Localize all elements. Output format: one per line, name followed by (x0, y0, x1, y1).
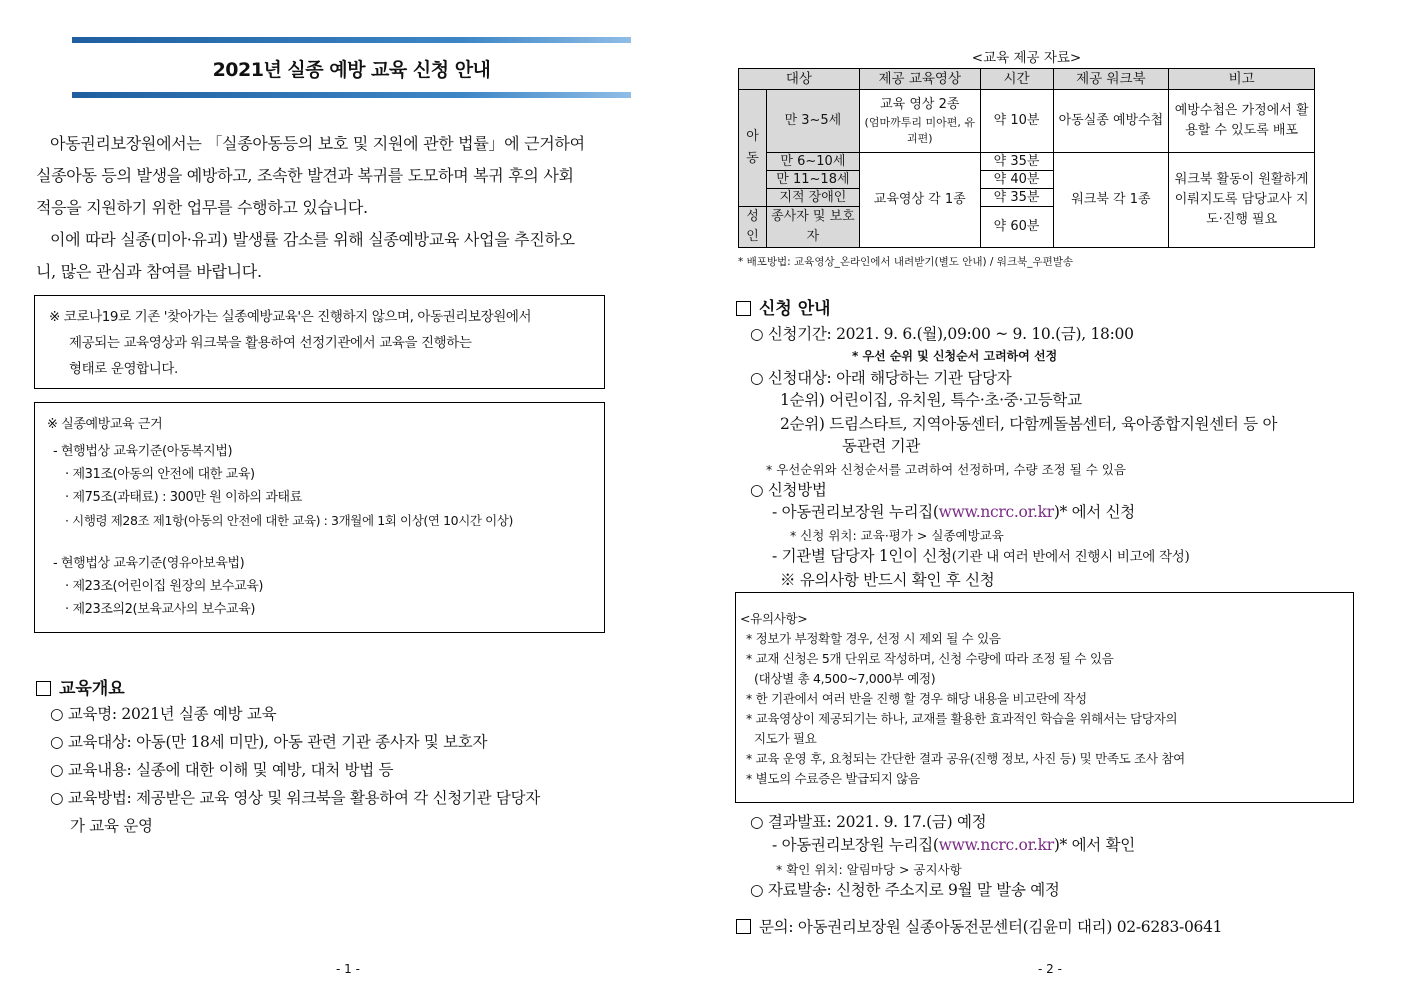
intro-line: 니, 많은 관심과 참여를 바랍니다. (36, 262, 262, 281)
apply-priority-1: 1순위) 어린이집, 유치원, 특수·초·중·고등학교 (780, 391, 1082, 409)
caution-heading: <유의사항> (740, 611, 808, 626)
contact-line (736, 913, 1222, 941)
notice-line: 제공되는 교육영상과 워크북을 활용하여 선정기관에서 교육을 진행하는 (69, 335, 472, 351)
page-title: 2021년 실종 예방 교육 신청 안내 (212, 59, 491, 81)
overview-heading (36, 674, 125, 699)
caution-line: 지도가 필요 (754, 731, 817, 746)
intro-paragraph (36, 128, 676, 288)
list-item: ○ 교육내용: 실종에 대한 이해 및 예방, 대처 방법 등 (50, 761, 394, 779)
notice-box (34, 295, 605, 389)
basis-item: · 제23조(어린이집 원장의 보수교육) (65, 579, 264, 594)
group-cell: 아동 (739, 90, 767, 207)
caution-line: * 교육영상이 제공되기는 하나, 교재를 활용한 효과적인 학습을 위해서는 담당자의 (746, 711, 1178, 726)
result-announce: ○ 결과발표: 2021. 9. 17.(금) 예정 (750, 813, 987, 831)
table-cell: 약 35분 (980, 153, 1053, 171)
caution-box (735, 592, 1354, 803)
apply-heading (736, 294, 831, 319)
basis-item: · 제23조의2(보육교사의 보수교육) (65, 602, 256, 617)
title-bar-bottom (72, 92, 631, 98)
intro-line: 실종아동 등의 발생을 예방하고, 조속한 발견과 복귀를 도모하며 복귀 후의 사회 (36, 166, 574, 185)
table-cell: 예방수첩은 가정에서 활용할 수 있도록 배포 (1169, 90, 1315, 153)
list-item: ○ 교육대상: 아동(만 18세 미만), 아동 관련 기관 종사자 및 보호자 (50, 733, 488, 751)
table-cell: 교육영상 각 1종 (859, 153, 980, 248)
caution-line: * 정보가 부정확할 경우, 선정 시 제외 될 수 있음 (746, 631, 1001, 646)
basis-box (34, 402, 605, 633)
table-caption: <교육 제공 자료> (971, 50, 1082, 66)
basis-item: · 시행령 제28조 제1항(아동의 안전에 대한 교육) : 3개월에 1회 이상(연 10시간 이상) (65, 513, 513, 528)
notice-line: 형태로 운영합니다. (69, 361, 178, 377)
page-number: - 2 - (1038, 962, 1062, 976)
table-header: 시간 (980, 69, 1053, 90)
list-item: 가 교육 운영 (70, 817, 153, 835)
title-bar-top (72, 37, 631, 43)
table-cell: 교육 영상 2종 (엄마까투리 미아편, 유괴편) (859, 90, 980, 153)
website-link[interactable]: www.ncrc.or.kr (938, 503, 1054, 521)
intro-line: 아동권리보장원에서는 「실종아동등의 보호 및 지원에 관한 법률」에 근거하여 (50, 134, 585, 153)
basis-item: · 제31조(아동의 안전에 대한 교육) (65, 467, 255, 482)
table-footnote: * 배포방법: 교육영상_온라인에서 내려받기(별도 안내) / 워크북_우편발송 (738, 256, 1074, 268)
caution-line: * 한 기관에서 여러 반을 진행 할 경우 해당 내용을 비고란에 작성 (746, 691, 1087, 706)
group-cell: 성인 (739, 207, 767, 248)
table-header: 대상 (739, 69, 860, 90)
table-cell: 워크북 각 1종 (1053, 153, 1169, 248)
checkbox-square-icon (736, 919, 751, 934)
apply-period-note: * 우선 순위 및 신청순서 고려하여 선정 (852, 349, 1058, 363)
caution-line: (대상별 총 4,500~7,000부 예정) (754, 671, 936, 686)
apply-heading-text: 신청 안내 (759, 299, 831, 319)
table-cell: 만 11~18세 (766, 171, 859, 189)
basis-item: · 제75조(과태료) : 300만 원 이하의 과태료 (65, 490, 302, 505)
table-cell: 만 3~5세 (766, 90, 859, 153)
table-cell: 약 40분 (980, 171, 1053, 189)
table-cell: 약 35분 (980, 189, 1053, 207)
checkbox-square-icon (736, 301, 751, 316)
apply-priority-2: 2순위) 드림스타트, 지역아동센터, 다함께돌봄센터, 육아종합지원센터 등 아 (780, 415, 1278, 433)
apply-method-3: ※ 유의사항 반드시 확인 후 신청 (780, 571, 995, 589)
website-link[interactable]: www.ncrc.or.kr (938, 836, 1054, 854)
table-cell: 약 60분 (980, 207, 1053, 248)
table-cell: 워크북 활동이 원활하게 이뤄지도록 담당교사 지도·진행 필요 (1169, 153, 1315, 248)
result-check-note: * 확인 위치: 알림마당 > 공지사항 (776, 862, 962, 877)
basis-law: - 현행법상 교육기준(영유아보육법) (53, 556, 245, 571)
page-number: - 1 - (336, 962, 360, 976)
table-header: 제공 교육영상 (859, 69, 980, 90)
table-cell: 약 10분 (980, 90, 1053, 153)
materials-table (738, 68, 1315, 248)
contact-text: 문의: 아동권리보장원 실종아동전문센터(김윤미 대리) 02-6283-0641 (759, 918, 1223, 936)
overview-heading-text: 교육개요 (59, 679, 125, 699)
apply-method: ○ 신청방법 (750, 481, 827, 499)
apply-method-1: - 아동권리보장원 누리집(www.ncrc.or.kr)* 에서 신청 (772, 503, 1135, 521)
notice-line: ※ 코로나19로 기존 '찾아가는 실종예방교육'은 진행하지 않으며, 아동권리보장원에서 (49, 309, 532, 325)
basis-heading: ※ 실종예방교육 근거 (47, 417, 163, 432)
caution-line: * 별도의 수료증은 발급되지 않음 (746, 771, 920, 786)
apply-priority-2-cont: 동관련 기관 (842, 437, 920, 455)
caution-line: * 교육 운영 후, 요청되는 간단한 결과 공유(진행 정보, 사진 등) 및 만족도 조사 참여 (746, 751, 1185, 766)
table-cell: 만 6~10세 (766, 153, 859, 171)
result-check: - 아동권리보장원 누리집(www.ncrc.or.kr)* 에서 확인 (772, 836, 1135, 854)
list-item: ○ 교육명: 2021년 실종 예방 교육 (50, 705, 277, 723)
basis-law: - 현행법상 교육기준(아동복지법) (53, 444, 233, 459)
caution-line: * 교재 신청은 5개 단위로 작성하며, 신청 수량에 따라 조정 될 수 있음 (746, 651, 1114, 666)
table-cell: 지적 장애인 (766, 189, 859, 207)
result-shipping: ○ 자료발송: 신청한 주소지로 9월 말 발송 예정 (750, 881, 1060, 899)
table-header: 비고 (1169, 69, 1315, 90)
apply-method-2: - 기관별 담당자 1인이 신청(기관 내 여러 반에서 진행시 비고에 작성) (772, 547, 1190, 565)
apply-target: ○ 신청대상: 아래 해당하는 기관 담당자 (750, 369, 1012, 387)
checkbox-square-icon (36, 681, 51, 696)
overview-list (50, 700, 540, 840)
apply-method-1-note: * 신청 위치: 교육·평가 > 실종예방교육 (790, 528, 1004, 543)
apply-target-note: * 우선순위와 신청순서를 고려하여 선정하며, 수량 조정 될 수 있음 (766, 462, 1126, 477)
table-header: 제공 워크북 (1053, 69, 1169, 90)
table-cell: 아동실종 예방수첩 (1053, 90, 1169, 153)
list-item: ○ 교육방법: 제공받은 교육 영상 및 워크북을 활용하여 각 신청기관 담당자 (50, 789, 540, 807)
intro-line: 이에 따라 실종(미아·유괴) 발생률 감소를 위해 실종예방교육 사업을 추진하오 (50, 230, 575, 249)
intro-line: 적응을 지원하기 위한 업무를 수행하고 있습니다. (36, 198, 368, 217)
apply-period: ○ 신청기간: 2021. 9. 6.(월),09:00 ~ 9. 10.(금), 18:00 (750, 325, 1134, 343)
table-cell: 종사자 및 보호자 (766, 207, 859, 248)
